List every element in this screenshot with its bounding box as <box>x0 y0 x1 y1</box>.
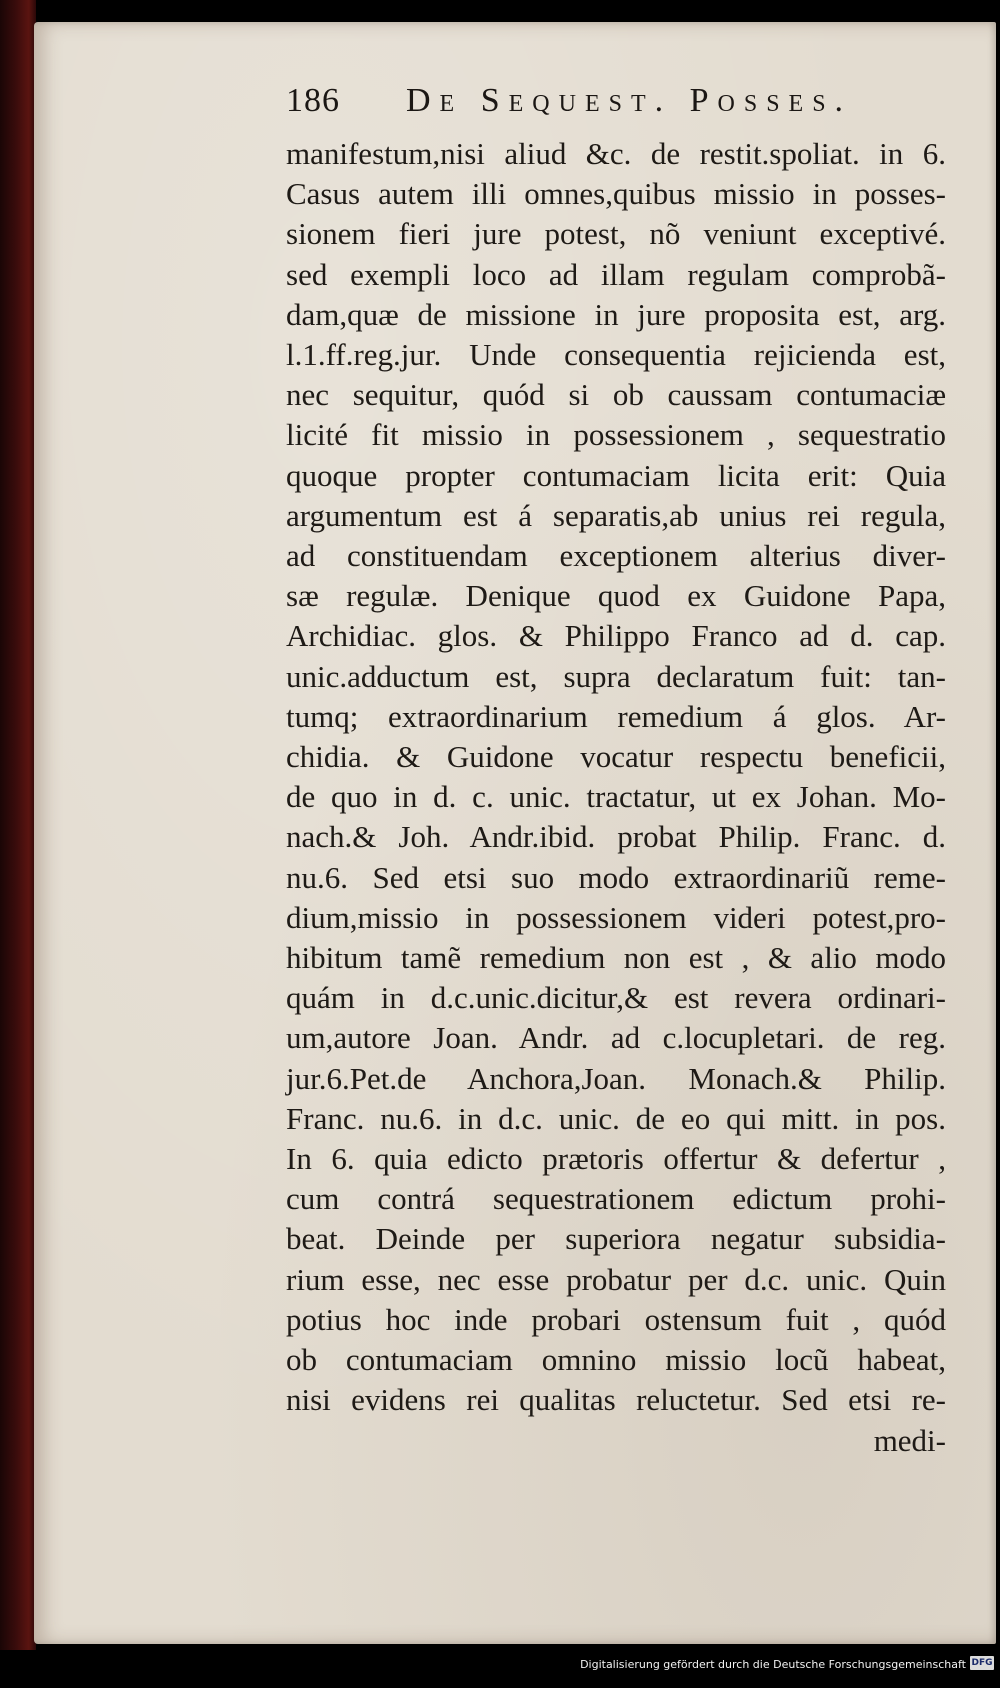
text-line: Archidiac. glos. & Philippo Franco ad d. cap. <box>286 618 946 654</box>
text-line: nu.6. Sed etsi suo modo extraordinariũ reme- <box>286 859 946 895</box>
text-line: um,autore Joan. Andr. ad c.locupletari. de reg. <box>286 1020 946 1056</box>
text-line: ob contumaciam omnino missio locũ habeat, <box>286 1342 946 1378</box>
body-text <box>286 134 976 1461</box>
text-line: hibitum tamẽ remedium non est , & alio modo <box>286 940 946 976</box>
dfg-logo: DFG <box>971 1658 993 1668</box>
text-line: sionem fieri jure potest, nõ veniunt exceptivé. <box>286 216 946 252</box>
text-line: medi- <box>873 1422 946 1458</box>
text-line: cum contrá sequestrationem edictum prohi- <box>286 1181 946 1217</box>
text-line: Casus autem illi omnes,quibus missio in posses- <box>286 176 946 212</box>
text-line: de quo in d. c. unic. tractatur, ut ex Johan. Mo- <box>286 779 946 815</box>
text-line: nach.& Joh. Andr.ibid. probat Philip. Franc. d. <box>286 819 946 855</box>
text-line: beat. Deinde per superiora negatur subsidia- <box>286 1221 946 1257</box>
text-line: sæ regulæ. Denique quod ex Guidone Papa, <box>286 578 946 614</box>
text-line: unic.adductum est, supra declaratum fuit: tan- <box>286 658 946 694</box>
funding-credit: Digitalisierung gefördert durch die Deutsche Forschungsgemeinschaft <box>580 1658 966 1671</box>
text-line: licité fit missio in possessionem , sequestratio <box>286 417 946 453</box>
text-line: jur.6.Pet.de Anchora,Joan. Monach.& Philip. <box>286 1060 946 1096</box>
text-line: quoque propter contumaciam licita erit: Quia <box>286 457 946 493</box>
text-line: tumq; extraordinarium remedium á glos. Ar- <box>286 698 946 734</box>
running-head <box>286 82 976 134</box>
text-line: ad constituendam exceptionem alterius diver- <box>286 538 946 574</box>
text-line: sed exempli loco ad illam regulam comprobã- <box>286 256 946 292</box>
page-number: 186 <box>286 82 340 119</box>
book-binding-edge <box>0 0 36 1650</box>
text-line: dium,missio in possessionem videri potest,pro- <box>286 899 946 935</box>
book-page <box>34 22 996 1644</box>
text-line: potius hoc inde probari ostensum fuit , quód <box>286 1301 946 1337</box>
text-line: chidia. & Guidone vocatur respectu beneficii, <box>286 739 946 775</box>
text-line: manifestum,nisi aliud &c. de restit.spoliat. in 6. <box>286 136 946 171</box>
text-line: dam,quæ de missione in jure proposita est, arg. <box>286 296 946 332</box>
running-head-title: De Sequest. Posses. <box>406 82 853 119</box>
text-line: l.1.ff.reg.jur. Unde consequentia rejicienda est, <box>286 337 946 373</box>
text-line: nisi evidens rei qualitas reluctetur. Sed etsi re- <box>286 1382 946 1418</box>
text-line: argumentum est á separatis,ab unius rei regula, <box>286 497 946 533</box>
text-line: Franc. nu.6. in d.c. unic. de eo qui mitt. in pos. <box>286 1100 946 1136</box>
text-line: In 6. quia edicto prætoris offertur & defertur , <box>286 1141 946 1177</box>
text-line: nec sequitur, quód si ob caussam contumaciæ <box>286 377 946 413</box>
text-line: rium esse, nec esse probatur per d.c. unic. Quin <box>286 1261 946 1297</box>
page-content <box>286 82 976 1461</box>
text-line: quám in d.c.unic.dicitur,& est revera ordinari- <box>286 980 946 1016</box>
